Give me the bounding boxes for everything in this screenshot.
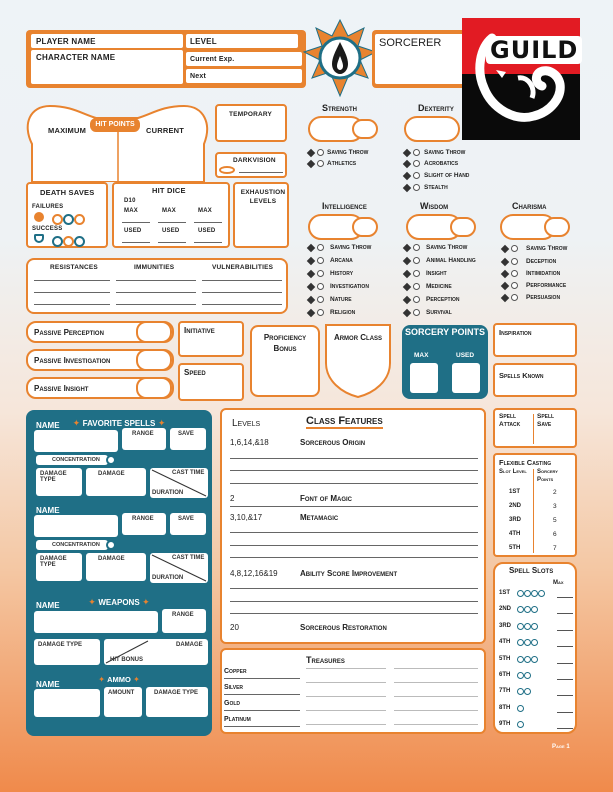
- spells-known-label: Spells Known: [499, 371, 544, 380]
- damage-type-label: DAMAGE TYPE: [40, 471, 67, 483]
- slot-max-line[interactable]: [557, 695, 573, 696]
- skill[interactable]: Survival: [426, 309, 452, 316]
- skill[interactable]: Medicine: [426, 283, 452, 290]
- passive-label: Passive Insight: [34, 384, 89, 393]
- inspiration-box[interactable]: [493, 323, 577, 357]
- slot-circle[interactable]: [531, 590, 538, 597]
- slot-level-label: 4TH: [499, 639, 511, 646]
- sorcery-points-box: [402, 325, 488, 399]
- resistances-box[interactable]: [26, 258, 288, 314]
- feature-levels: 1,6,14,&18: [230, 438, 269, 447]
- immunities-label: IMMUNITIES: [134, 264, 175, 271]
- success-label: SUCCESS: [32, 226, 63, 232]
- flex-level: 4TH: [509, 531, 521, 537]
- initiative-box[interactable]: [178, 321, 244, 357]
- favorite-spells-title: ✦ FAVORITE SPELLS ✦: [72, 418, 166, 428]
- levels-header: Levels: [232, 418, 261, 429]
- skill[interactable]: Stealth: [424, 184, 448, 191]
- flex-points: 7: [553, 545, 557, 552]
- hd-max-1: MAX: [124, 208, 138, 214]
- page-number: Page 1: [552, 744, 570, 750]
- skill[interactable]: Perception: [426, 296, 460, 303]
- skill[interactable]: Saving Throw: [330, 244, 372, 251]
- sorcery-used-field[interactable]: [452, 363, 480, 393]
- hit-points-heart[interactable]: [22, 104, 212, 182]
- flex-points: 2: [553, 489, 557, 496]
- slot-circle[interactable]: [524, 606, 531, 613]
- hp-title: HIT POINTS: [90, 118, 140, 132]
- ability-name: Dexterity: [418, 103, 454, 113]
- strength-mod[interactable]: [352, 119, 378, 139]
- spell-1-name[interactable]: [34, 430, 118, 452]
- cast-time-label: CAST TIME: [172, 470, 205, 476]
- resistances-label: RESISTANCES: [50, 264, 98, 271]
- spell-slot-row: [499, 670, 575, 682]
- ammo-title: ✦ AMMO ✦: [98, 675, 140, 684]
- spell-slot-row: [499, 703, 575, 715]
- exhaustion-box[interactable]: [233, 182, 289, 248]
- inspiration-label: Inspiration: [499, 328, 532, 337]
- failures-label: FAILURES: [32, 204, 64, 210]
- passive-label: Passive Perception: [34, 328, 104, 337]
- skill[interactable]: Saving Throw: [424, 149, 466, 156]
- charisma-mod[interactable]: [544, 217, 570, 237]
- class-features-box: [220, 408, 486, 644]
- amount-label: AMOUNT: [108, 690, 135, 696]
- slot-max-line[interactable]: [557, 597, 573, 598]
- flex-level: 1ST: [509, 489, 521, 495]
- speed-box[interactable]: [178, 363, 244, 401]
- death-saves-box: [26, 182, 108, 248]
- slot-circle[interactable]: [524, 623, 531, 630]
- spell-slot-row: [499, 686, 575, 698]
- spell-slots-box: [493, 562, 577, 734]
- concentration-circle[interactable]: [106, 455, 116, 465]
- dexterity-score[interactable]: [404, 116, 460, 142]
- concentration-toggle[interactable]: [36, 540, 108, 550]
- temporary-label: TEMPORARY: [229, 111, 273, 118]
- range-label: RANGE: [172, 612, 194, 618]
- slot-level-label: 5TH: [499, 655, 511, 662]
- sorcerer-emblem-icon: [302, 18, 378, 98]
- coin-label: Copper: [224, 668, 247, 675]
- player-name-label: PLAYER NAME: [36, 37, 96, 46]
- weapons-title: ✦ WEAPONS ✦: [88, 597, 150, 607]
- passive-perception-box[interactable]: [26, 321, 174, 343]
- slot-circle[interactable]: [538, 590, 545, 597]
- hp-current-label: CURRENT: [146, 126, 185, 135]
- slot-circle[interactable]: [517, 656, 524, 663]
- slot-circle[interactable]: [517, 672, 524, 679]
- spell-2-damage[interactable]: [86, 553, 146, 581]
- ammo-name-field[interactable]: [34, 689, 100, 717]
- concentration-circle[interactable]: [106, 540, 116, 550]
- slot-level-label: 8TH: [499, 704, 511, 711]
- spell-slot-row: [499, 621, 575, 633]
- skill[interactable]: Athletics: [327, 160, 357, 167]
- slot-circle[interactable]: [517, 623, 524, 630]
- coin-label: Platinum: [224, 716, 251, 723]
- spell-1-save[interactable]: [170, 428, 206, 450]
- slot-max-line[interactable]: [557, 712, 573, 713]
- slot-circle[interactable]: [524, 639, 531, 646]
- spell-slot-row: [499, 604, 575, 616]
- slot-circle[interactable]: [517, 688, 524, 695]
- spell-1-damage-type[interactable]: [36, 468, 82, 496]
- hd-max-2: MAX: [162, 208, 176, 214]
- slot-level-label: 3RD: [499, 622, 512, 629]
- slot-max-line[interactable]: [557, 613, 573, 614]
- slot-level-label: 9TH: [499, 721, 511, 728]
- spell-save-label: Spell Save: [537, 413, 555, 428]
- character-name-field[interactable]: [31, 50, 183, 84]
- save-label: SAVE: [178, 431, 194, 437]
- ammo-name-label: NAME: [36, 680, 60, 689]
- sorcery-max-label: MAX: [414, 352, 429, 359]
- flex-points: 6: [553, 531, 557, 538]
- range-label: RANGE: [132, 431, 154, 437]
- spell-attack-save-box[interactable]: [493, 408, 577, 448]
- damage-label: DAMAGE: [176, 642, 203, 648]
- ammo-damage-type-field[interactable]: [146, 687, 208, 717]
- ability-name: Intelligence: [322, 201, 367, 211]
- slot-level-label: 6TH: [499, 672, 511, 678]
- level-label: LEVEL: [190, 37, 217, 46]
- slot-circle[interactable]: [524, 590, 531, 597]
- damage-label: DAMAGE: [98, 471, 125, 477]
- ability-name: Wisdom: [420, 201, 449, 211]
- next-exp-label: Next: [190, 73, 206, 80]
- darkvision-box[interactable]: [215, 152, 287, 178]
- hit-bonus-label: HIT BONUS: [110, 657, 143, 663]
- ammo-amount-field[interactable]: [104, 687, 142, 717]
- success-circles[interactable]: [52, 234, 85, 252]
- passive-label: Passive Investigation: [34, 356, 111, 365]
- armor-class-shield[interactable]: [324, 323, 392, 399]
- cast-time-label: CAST TIME: [172, 555, 205, 561]
- flex-level: 3RD: [509, 517, 522, 523]
- concentration-label: CONCENTRATION: [52, 542, 100, 548]
- spell-attack-label: Spell Attack: [499, 413, 521, 428]
- hp-maximum-label: MAXIMUM: [48, 126, 87, 135]
- slot-circle[interactable]: [531, 639, 538, 646]
- skill[interactable]: Saving Throw: [426, 244, 468, 251]
- slot-circle[interactable]: [517, 721, 524, 728]
- vulnerabilities-label: VULNERABILITIES: [212, 264, 274, 271]
- ammo-label: AMMO: [107, 675, 131, 684]
- weapon-name-label: NAME: [36, 601, 60, 610]
- damage-type-label: DAMAGE TYPE: [154, 690, 199, 696]
- spell-name-label: NAME: [36, 421, 60, 430]
- weapon-range-field[interactable]: [162, 609, 206, 633]
- damage-label: DAMAGE: [98, 556, 125, 562]
- flex-points: 3: [553, 503, 557, 510]
- slot-circle[interactable]: [517, 606, 524, 613]
- weapon-damage-type[interactable]: [34, 639, 100, 665]
- slot-max-line[interactable]: [557, 663, 573, 664]
- slot-circle[interactable]: [524, 688, 531, 695]
- sorcery-points-title: SORCERY POINTS: [404, 327, 485, 337]
- spell-1-range[interactable]: [122, 428, 166, 450]
- range-label: RANGE: [132, 516, 154, 522]
- spells-known-box[interactable]: [493, 363, 577, 397]
- slot-max-line[interactable]: [557, 646, 573, 647]
- hit-dice-box: [112, 182, 230, 248]
- skill[interactable]: Deception: [526, 258, 557, 265]
- slot-level-header: Slot Level: [499, 469, 527, 475]
- skill[interactable]: Nature: [330, 296, 352, 303]
- slot-circle[interactable]: [517, 705, 524, 712]
- spell-2-save[interactable]: [170, 513, 206, 535]
- weapon-name-field[interactable]: [34, 611, 158, 633]
- slot-max-line[interactable]: [557, 728, 573, 729]
- damage-type-label: DAMAGE TYPE: [38, 642, 83, 648]
- spell-name-label: NAME: [36, 506, 60, 515]
- flex-points: 5: [553, 517, 557, 524]
- slot-level-label: 1ST: [499, 590, 511, 596]
- feature-levels: 20: [230, 623, 239, 632]
- feature-name: Metamagic: [300, 513, 339, 522]
- weapon-hit-damage[interactable]: [104, 639, 208, 665]
- heart-icon: [34, 234, 44, 243]
- player-name-field[interactable]: [31, 34, 183, 48]
- slot-level-label: 7TH: [499, 688, 511, 695]
- slot-circle[interactable]: [524, 672, 531, 679]
- passive-insight-box[interactable]: [26, 377, 174, 399]
- intelligence-mod[interactable]: [352, 217, 378, 237]
- spell-slots-title: Spell Slots: [509, 566, 554, 575]
- current-exp-field[interactable]: [186, 52, 302, 66]
- treasures-title: Treasures: [306, 655, 345, 665]
- wisdom-mod[interactable]: [450, 217, 476, 237]
- spell-2-damage-type[interactable]: [36, 553, 82, 581]
- spell-2-range[interactable]: [122, 513, 166, 535]
- temporary-hp-box[interactable]: [215, 104, 287, 142]
- skill[interactable]: Persuasion: [526, 294, 561, 301]
- flexible-casting-box: [493, 453, 577, 557]
- slot-circle[interactable]: [531, 623, 538, 630]
- skill[interactable]: Investigation: [330, 283, 369, 290]
- concentration-toggle[interactable]: [36, 455, 108, 465]
- skill[interactable]: Animal Handling: [426, 257, 476, 264]
- level-field[interactable]: [186, 34, 298, 48]
- eye-icon: [219, 166, 235, 174]
- feature-levels: 4,8,12,16&19: [230, 569, 278, 578]
- skill[interactable]: History: [330, 270, 354, 277]
- spell-slot-row: [499, 719, 575, 731]
- feature-levels: 2: [230, 494, 235, 503]
- skill[interactable]: Arcana: [330, 257, 353, 264]
- spell-slot-row: [499, 654, 575, 666]
- class-emblem: [302, 18, 378, 98]
- skill[interactable]: Acrobatics: [424, 160, 459, 167]
- proficiency-label: Proficiency Bonus: [263, 333, 307, 353]
- hd-used-3: USED: [198, 228, 216, 234]
- concentration-label: CONCENTRATION: [52, 457, 100, 463]
- flex-level: 5TH: [509, 545, 521, 551]
- spell-slot-row: [499, 637, 575, 649]
- slot-circle[interactable]: [531, 606, 538, 613]
- slot-level-label: 2ND: [499, 606, 512, 613]
- slots-max-label: Max: [553, 580, 564, 586]
- skill[interactable]: Intimidation: [526, 270, 561, 277]
- sorcery-points-header: Sorcery Points: [537, 469, 558, 483]
- spell-2-name[interactable]: [34, 515, 118, 537]
- hd-used-2: USED: [162, 228, 180, 234]
- hit-dice-title: HIT DICE: [152, 186, 186, 195]
- damage-type-label: DAMAGE TYPE: [40, 556, 67, 568]
- skill[interactable]: Slight of Hand: [424, 172, 470, 179]
- slot-circle[interactable]: [531, 656, 538, 663]
- skill[interactable]: Insight: [426, 270, 447, 277]
- flexible-title: Flexible Casting: [499, 458, 552, 467]
- treasures-box: [220, 648, 486, 734]
- class-features-title: Class Features: [306, 415, 383, 427]
- class-name: SORCERER: [379, 37, 442, 49]
- darkvision-label: DARKVISION: [233, 157, 276, 164]
- duration-label: DURATION: [152, 490, 184, 496]
- slot-max-line[interactable]: [557, 630, 573, 631]
- slot-circle[interactable]: [524, 656, 531, 663]
- passive-investigation-box[interactable]: [26, 349, 174, 371]
- flex-level: 2ND: [509, 503, 522, 509]
- spell-1-damage[interactable]: [86, 468, 146, 496]
- sorcery-used-label: USED: [456, 352, 475, 359]
- death-saves-title: DEATH SAVES: [40, 188, 95, 197]
- save-label: SAVE: [178, 516, 194, 522]
- proficiency-box[interactable]: [250, 325, 320, 397]
- skull-icon: [34, 212, 44, 222]
- ability-name: Charisma: [512, 201, 547, 211]
- initiative-label: Initiative: [184, 326, 215, 335]
- current-exp-label: Current Exp.: [190, 56, 235, 63]
- spell-2-cast-time[interactable]: [150, 553, 208, 583]
- feature-name: Sorcerous Origin: [300, 438, 366, 447]
- hd-max-3: MAX: [198, 208, 212, 214]
- duration-label: DURATION: [152, 575, 184, 581]
- class-name-field[interactable]: [375, 34, 467, 84]
- ability-name: Strength: [322, 103, 358, 113]
- feature-levels: 3,10,&17: [230, 513, 263, 522]
- sorcery-max-field[interactable]: [410, 363, 438, 393]
- skill[interactable]: Performance: [526, 282, 567, 289]
- slot-circle[interactable]: [517, 639, 524, 646]
- hd-used-1: USED: [124, 228, 142, 234]
- slot-max-line[interactable]: [557, 679, 573, 680]
- weapons-label: WEAPONS: [98, 598, 140, 607]
- feature-name: Ability Score Improvement: [300, 569, 398, 578]
- coin-label: Silver: [224, 684, 244, 691]
- spell-1-cast-time[interactable]: [150, 468, 208, 498]
- speed-label: Speed: [184, 368, 206, 377]
- slot-circle[interactable]: [517, 590, 524, 597]
- exhaustion-label: EXHAUSTION LEVELS: [240, 189, 286, 205]
- character-name-label: CHARACTER NAME: [36, 53, 116, 62]
- feature-name: Font of Magic: [300, 494, 352, 503]
- coin-label: Gold: [224, 700, 240, 707]
- skill[interactable]: Saving Throw: [526, 245, 568, 252]
- logo-text: GUILD: [486, 36, 582, 64]
- hit-die-type: D10: [124, 198, 136, 204]
- next-exp-field[interactable]: [186, 69, 302, 83]
- darkvision-line: [239, 172, 283, 173]
- skill[interactable]: Saving Throw: [327, 149, 369, 156]
- feature-name: Sorcerous Restoration: [300, 623, 387, 632]
- heart-frame: [22, 104, 212, 182]
- skill[interactable]: Religion: [330, 309, 356, 316]
- favorite-spells-label: FAVORITE SPELLS: [82, 419, 156, 428]
- armor-class-label: Armor Class: [333, 333, 383, 342]
- spell-slot-row: [499, 588, 575, 600]
